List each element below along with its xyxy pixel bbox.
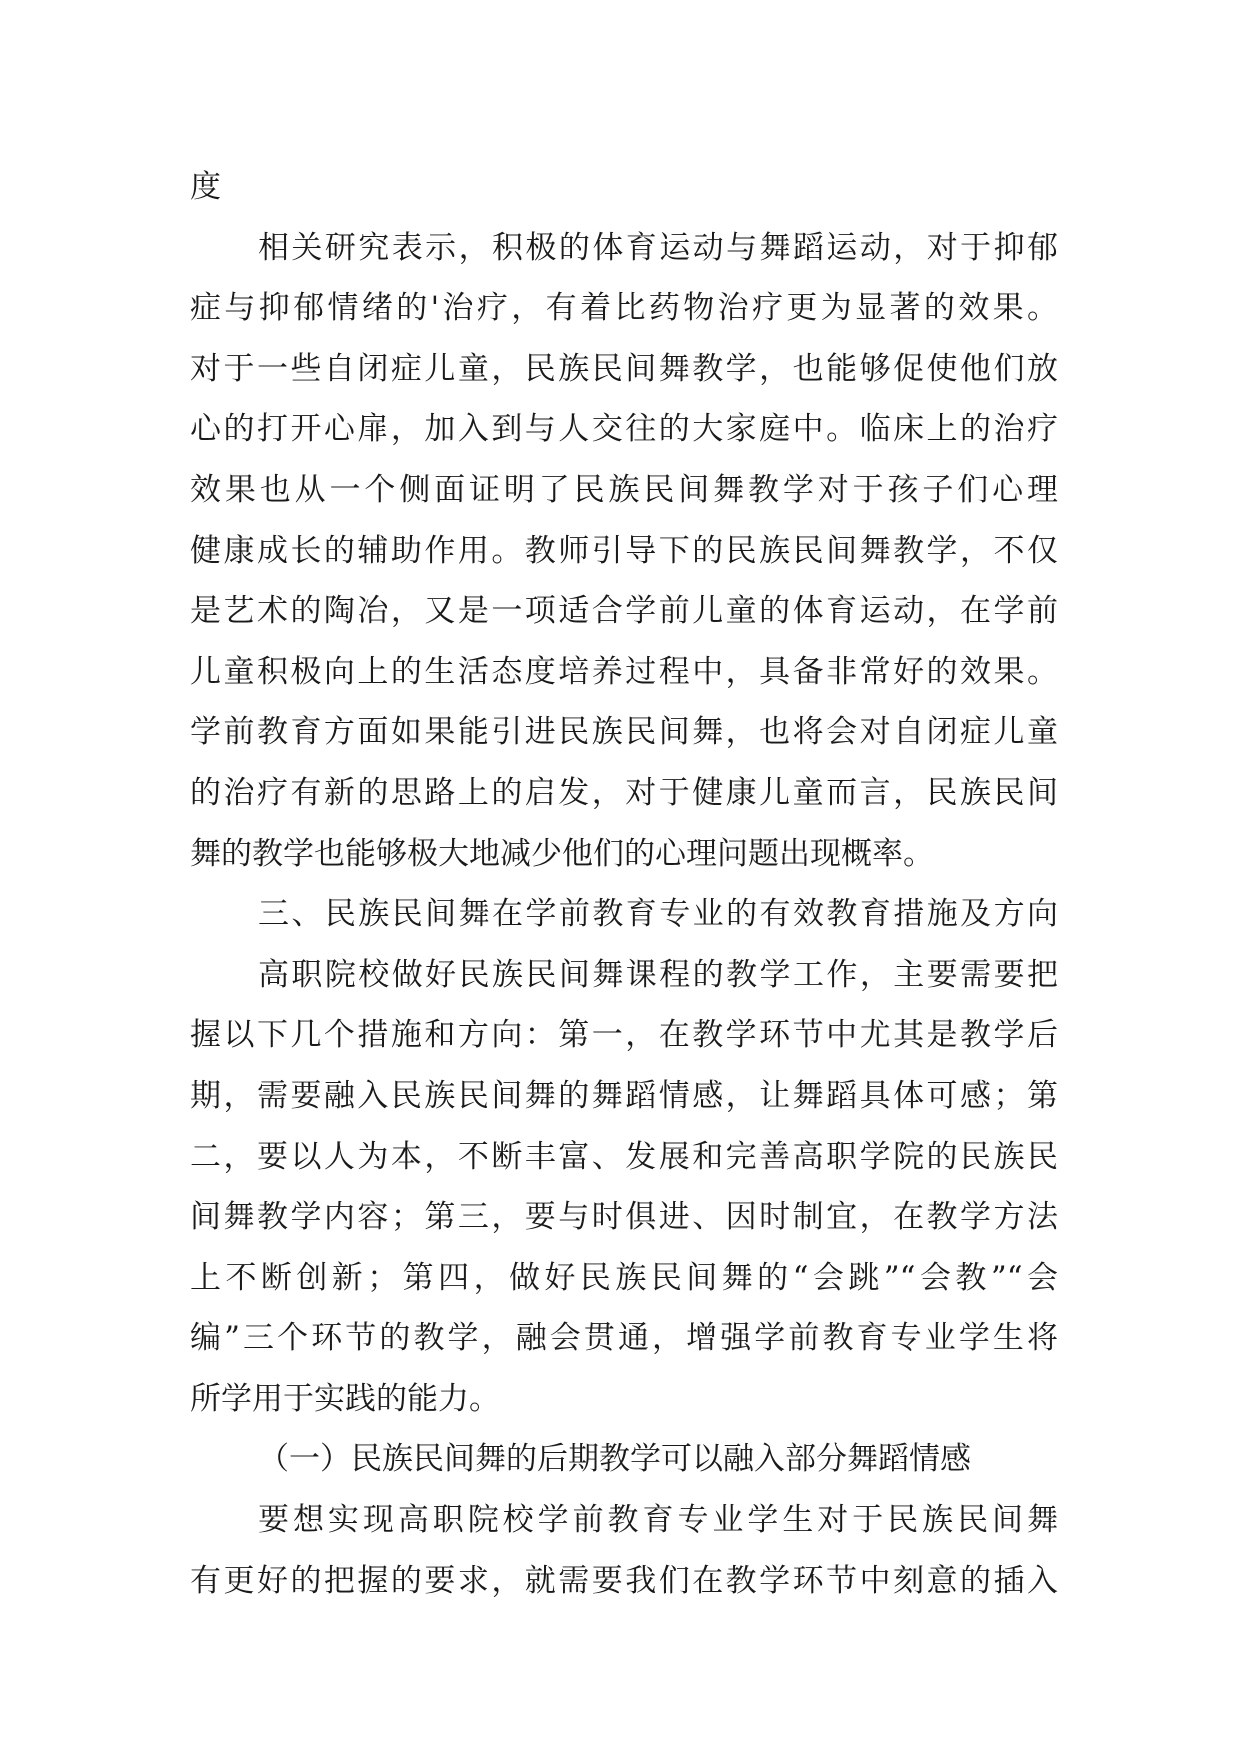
text-line: 心的打开心扉，加入到与人交往的大家庭中。临床上的治疗 — [190, 411, 1058, 448]
text-line: 有更好的把握的要求，就需要我们在教学环节中刻意的插入 — [190, 1562, 1058, 1599]
text-line: 高职院校做好民族民间舞课程的教学工作，主要需要把 — [258, 956, 1058, 993]
text-line: 健康成长的辅助作用。教师引导下的民族民间舞教学，不仅 — [190, 532, 1058, 569]
text-line: 是艺术的陶冶，又是一项适合学前儿童的体育运动，在学前 — [190, 593, 1058, 630]
text-line: 编”三个环节的教学，融会贯通，增强学前教育专业学生将 — [190, 1320, 1058, 1357]
text-line: 度 — [190, 169, 221, 205]
text-line: 期，需要融入民族民间舞的舞蹈情感，让舞蹈具体可感；第 — [190, 1077, 1058, 1114]
text-line: 效果也从一个侧面证明了民族民间舞教学对于孩子们心理 — [190, 471, 1058, 508]
text-line: 所学用于实践的能力。 — [190, 1380, 500, 1417]
text-line: 症与抑郁情绪的'治疗，有着比药物治疗更为显著的效果。 — [190, 290, 1058, 327]
text-line: 二，要以人为本，不断丰富、发展和完善高职学院的民族民 — [190, 1138, 1058, 1175]
text-line: 要想实现高职院校学前教育专业学生对于民族民间舞 — [258, 1502, 1058, 1539]
text-line: 上不断创新；第四，做好民族民间舞的“会跳”“会教”“会 — [190, 1259, 1058, 1296]
text-line: 学前教育方面如果能引进民族民间舞，也将会对自闭症儿童 — [190, 714, 1058, 751]
text-line: 握以下几个措施和方向：第一，在教学环节中尤其是教学后 — [190, 1017, 1058, 1054]
text-line: 间舞教学内容；第三，要与时俱进、因时制宜，在教学方法 — [190, 1199, 1058, 1236]
section-heading: 三、民族民间舞在学前教育专业的有效教育措施及方向 — [258, 896, 1058, 933]
text-line: 儿童积极向上的生活态度培养过程中，具备非常好的效果。 — [190, 653, 1058, 690]
text-line: 舞的教学也能够极大地减少他们的心理问题出现概率。 — [190, 835, 934, 872]
document-body — [190, 157, 1058, 1611]
text-line: 的治疗有新的思路上的启发，对于健康儿童而言，民族民间 — [190, 774, 1058, 811]
text-line: 相关研究表示，积极的体育运动与舞蹈运动，对于抑郁 — [258, 229, 1058, 266]
subsection-heading: （一）民族民间舞的后期教学可以融入部分舞蹈情感 — [258, 1441, 971, 1478]
text-line: 对于一些自闭症儿童，民族民间舞教学，也能够促使他们放 — [190, 350, 1058, 387]
